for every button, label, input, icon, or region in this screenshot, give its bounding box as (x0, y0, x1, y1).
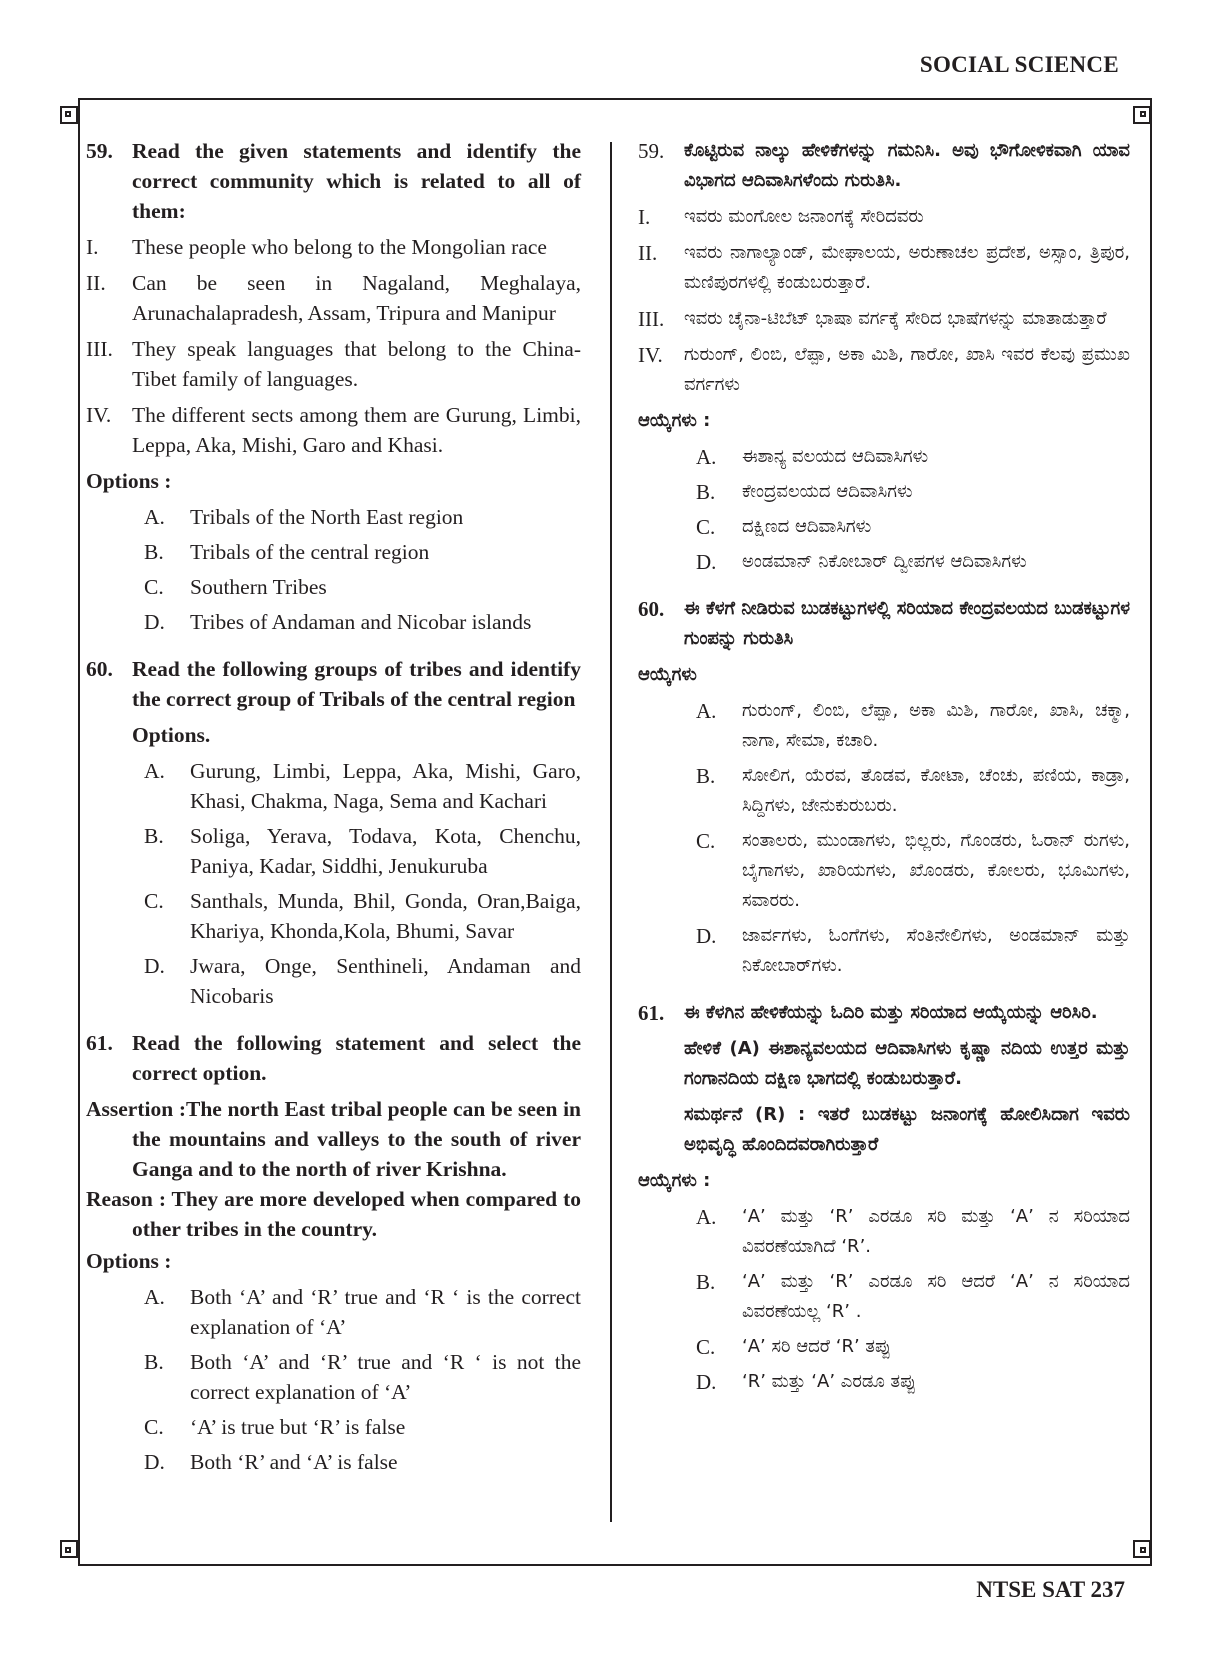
statement (638, 304, 1130, 334)
option-text: Tribals of the central region (190, 540, 430, 564)
option-c[interactable] (696, 1332, 1130, 1362)
statement (638, 238, 1130, 298)
option-letter: D. (144, 954, 165, 978)
options-list (144, 1282, 581, 1477)
option-text: ಸೋಲಿಗ, ಯೆರವ, ತೊಡವ, ಕೋಟಾ, ಚೆಂಚು, ಪಣಿಯ, ಕಾಡ್ರಾ, ಸಿದ್ದಿಗಳು, ಜೇನುಕುರುಬರು. (742, 765, 1130, 816)
question-text: ಈ ಕೆಳಗಿನ ಹೇಳಿಕೆಯನ್ನು ಓದಿರಿ ಮತ್ತು ಸರಿಯಾದ ಆಯ್ಕೆಯನ್ನು ಆರಿಸಿರಿ. (684, 1002, 1098, 1023)
option-a[interactable] (144, 502, 581, 532)
statement-text: ಇವರು ಚೈನಾ-ಟಿಬೆಟ್ ಭಾಷಾ ವರ್ಗಕ್ಕೆ ಸೇರಿದ ಭಾಷೆಗಳನ್ನು ಮಾತಾಡುತ್ತಾರೆ (684, 308, 1107, 329)
option-letter: D. (696, 1370, 717, 1394)
statement (86, 334, 581, 394)
question-number: 60. (86, 657, 113, 681)
column-divider (610, 142, 612, 1522)
question-number: 59. (638, 139, 665, 163)
options-list (696, 696, 1130, 981)
question-number: 61. (86, 1031, 113, 1055)
statement (86, 400, 581, 460)
question-number: 61. (638, 1001, 665, 1025)
assertion-text: ಹೇಳಿಕೆ (A) ಈಶಾನ್ಯವಲಯದ ಆದಿವಾಸಿಗಳು ಕೃಷ್ಣಾ ನದಿಯ ಉತ್ತರ ಮತ್ತು ಗಂಗಾನದಿಯ ದಕ್ಷಿಣ ಭಾಗದಲ್ಲಿ ಕಂಡುಬರುತ್ತಾರೆ. (684, 1038, 1130, 1089)
statement-text: Can be seen in Nagaland, Meghalaya, Arunachalapradesh, Assam, Tripura and Manipur (132, 271, 581, 325)
question-text: ಕೊಟ್ಟಿರುವ ನಾಲ್ಕು ಹೇಳಿಕೆಗಳನ್ನು ಗಮನಿಸಿ. ಅವು ಭೌಗೋಳಿಕವಾಗಿ ಯಾವ ವಿಭಾಗದ ಆದಿವಾಸಿಗಳೆಂದು ಗುರುತಿಸಿ. (684, 140, 1130, 191)
option-text: ‘A’ is true but ‘R’ is false (190, 1415, 406, 1439)
option-text: ಕೇಂದ್ರವಲಯದ ಆದಿವಾಸಿಗಳು (742, 481, 913, 502)
option-text: Both ‘A’ and ‘R’ true and ‘R ‘ is the correct explanation of ‘A’ (190, 1285, 581, 1339)
option-letter: B. (696, 1270, 716, 1294)
option-text: Santhals, Munda, Bhil, Gonda, Oran,Baiga, Khariya, Khonda,Kola, Bhumi, Savar (190, 889, 581, 943)
option-text: ಈಶಾನ್ಯ ವಲಯದ ಆದಿವಾಸಿಗಳು (742, 446, 929, 467)
reason-text: Reason : They are more developed when compared to other tribes in the country. (86, 1187, 581, 1241)
option-letter: A. (696, 1205, 717, 1229)
option-letter: C. (144, 575, 164, 599)
option-b[interactable] (696, 761, 1130, 821)
options-label: Options. (132, 723, 211, 747)
option-text: Tribals of the North East region (190, 505, 464, 529)
option-letter: B. (144, 824, 164, 848)
option-letter: A. (696, 699, 717, 723)
question-number: 60. (638, 597, 665, 621)
question-59 (86, 136, 581, 226)
options-label: ಆಯ್ಕೆಗಳು (638, 664, 697, 685)
option-d[interactable] (696, 921, 1130, 981)
option-letter: B. (696, 480, 716, 504)
frame-corner-ornament (60, 106, 78, 124)
option-letter: C. (696, 829, 716, 853)
statement-text: These people who belong to the Mongolian race (132, 235, 547, 259)
statement-number: IV. (638, 343, 663, 367)
assertion-text: Assertion :The north East tribal people can be seen in the mountains and valleys to the south of river Ganga and to the north of river Krishna. (86, 1097, 581, 1181)
statement-text: The different sects among them are Gurung, Limbi, Leppa, Aka, Mishi, Garo and Khasi. (132, 403, 581, 457)
question-text: Read the following statement and select the correct option. (132, 1031, 581, 1085)
options-list (696, 1202, 1130, 1397)
option-a[interactable] (696, 696, 1130, 756)
options-list (144, 756, 581, 1011)
question-61-kannada (638, 998, 1130, 1028)
option-text: Jwara, Onge, Senthineli, Andaman and Nicobaris (190, 954, 581, 1008)
options-label: Options : (86, 1249, 172, 1273)
option-text: Gurung, Limbi, Leppa, Aka, Mishi, Garo, Khasi, Chakma, Naga, Sema and Kachari (190, 759, 581, 813)
option-d[interactable] (696, 1367, 1130, 1397)
option-c[interactable] (144, 572, 581, 602)
option-letter: D. (144, 610, 165, 634)
statement-number: II. (638, 241, 658, 265)
statement-text: ಇವರು ನಾಗಾಲ್ಯಾಂಡ್, ಮೇಘಾಲಯ, ಅರುಣಾಚಲ ಪ್ರದೇಶ, ಅಸ್ಸಾಂ, ತ್ರಿಪುರ, ಮಣಿಪುರಗಳಲ್ಲಿ ಕಂಡುಬರುತ್ತಾರೆ. (684, 242, 1130, 293)
option-text: ದಕ್ಷಿಣದ ಆದಿವಾಸಿಗಳು (742, 516, 872, 537)
option-d[interactable] (696, 547, 1130, 577)
option-text: ಗುರುಂಗ್, ಲಿಂಬಿ, ಲೆಪ್ಪಾ, ಅಕಾ ಮಿಶಿ, ಗಾರೋ, ಖಾಸಿ, ಚಕ್ಮಾ, ನಾಗಾ, ಸೇಮಾ, ಕಚಾರಿ. (742, 700, 1130, 751)
option-text: Soliga, Yerava, Todava, Kota, Chenchu, Paniya, Kadar, Siddhi, Jenukuruba (190, 824, 581, 878)
option-b[interactable] (696, 1267, 1130, 1327)
option-text: ‘A’ ಸರಿ ಆದರೆ ‘R’ ತಪ್ಪು (742, 1336, 891, 1357)
question-number: 59. (86, 139, 113, 163)
option-letter: D. (144, 1450, 165, 1474)
option-c[interactable] (696, 512, 1130, 542)
statement (638, 340, 1130, 400)
statement-text: ಗುರುಂಗ್, ಲಿಂಬಿ, ಲೆಪ್ಪಾ, ಅಕಾ ಮಿಶಿ, ಗಾರೋ, ಖಾಸಿ ಇವರ ಕೆಲವು ಪ್ರಮುಖ ವರ್ಗಗಳು (684, 344, 1130, 395)
option-letter: A. (144, 505, 165, 529)
statement-number: I. (86, 235, 99, 259)
option-text: ಸಂತಾಲರು, ಮುಂಡಾಗಳು, ಭಿಲ್ಲರು, ಗೊಂಡರು, ಓರಾನ್ ರುಗಳು, ಬೈಗಾಗಳು, ಖಾರಿಯಗಳು, ಖೊಂಡರು, ಕೋಲರು, ಭೂಮಿಗಳು, ಸವಾರರು. (742, 830, 1130, 911)
statement (638, 202, 1130, 232)
option-d[interactable] (144, 951, 581, 1011)
question-text: Read the given statements and identify the correct community which is related to all of them: (132, 139, 581, 223)
statement-number: III. (638, 307, 665, 331)
option-letter: C. (696, 515, 716, 539)
frame-corner-ornament (60, 1540, 78, 1558)
option-text: Tribes of Andaman and Nicobar islands (190, 610, 532, 634)
option-letter: B. (696, 764, 716, 788)
option-b[interactable] (696, 477, 1130, 507)
reason-text: ಸಮರ್ಥನೆ (R) : ಇತರೆ ಬುಡಕಟ್ಟು ಜನಾಂಗಕ್ಕೆ ಹೋಲಿಸಿದಾಗ ಇವರು ಅಭಿವೃದ್ಧಿ ಹೊಂದಿದವರಾಗಿರುತ್ತಾರೆ (684, 1104, 1130, 1155)
frame-corner-ornament (1133, 106, 1151, 124)
option-text: Both ‘R’ and ‘A’ is false (190, 1450, 398, 1474)
option-text: ‘A’ ಮತ್ತು ‘R’ ಎರಡೂ ಸರಿ ಮತ್ತು ‘A’ ನ ಸರಿಯಾದ ವಿವರಣೆಯಾಗಿದೆ ‘R’. (742, 1206, 1130, 1257)
option-letter: C. (144, 889, 164, 913)
option-text: ‘R’ ಮತ್ತು ‘A’ ಎರಡೂ ತಪ್ಪು (742, 1371, 917, 1392)
option-letter: B. (144, 1350, 164, 1374)
option-a[interactable] (144, 1282, 581, 1342)
option-text: Both ‘A’ and ‘R’ true and ‘R ‘ is not the correct explanation of ‘A’ (190, 1350, 581, 1404)
option-letter: A. (696, 445, 717, 469)
option-text: ಅಂಡಮಾನ್ ನಿಕೋಬಾರ್ ದ್ವೀಪಗಳ ಆದಿವಾಸಿಗಳು (742, 551, 1027, 572)
option-d[interactable] (144, 607, 581, 637)
option-a[interactable] (696, 1202, 1130, 1262)
option-text: ‘A’ ಮತ್ತು ‘R’ ಎರಡೂ ಸರಿ ಆದರೆ ‘A’ ನ ಸರಿಯಾದ ವಿವರಣೆಯಲ್ಲ ‘R’ . (742, 1271, 1130, 1322)
option-letter: C. (144, 1415, 164, 1439)
options-list (144, 502, 581, 637)
options-label: ಆಯ್ಕೆಗಳು : (638, 410, 711, 431)
options-list (696, 442, 1130, 577)
options-label: Options : (86, 469, 172, 493)
statement-number: I. (638, 205, 651, 229)
question-59-kannada (638, 136, 1130, 196)
option-b[interactable] (144, 821, 581, 881)
option-d[interactable] (144, 1447, 581, 1477)
option-a[interactable] (144, 756, 581, 816)
option-c[interactable] (144, 886, 581, 946)
option-letter: A. (144, 1285, 165, 1309)
statement-number: II. (86, 271, 106, 295)
option-letter: D. (696, 924, 717, 948)
question-text: Read the following groups of tribes and identify the correct group of Tribals of the central region (132, 657, 581, 711)
english-column (86, 136, 581, 1482)
kannada-column (638, 136, 1130, 1402)
question-60 (86, 654, 581, 714)
options-label: ಆಯ್ಕೆಗಳು : (638, 1170, 711, 1191)
option-c[interactable] (696, 826, 1130, 916)
statement (86, 232, 581, 262)
page-footer: NTSE SAT 237 (976, 1577, 1125, 1602)
option-letter: D. (696, 550, 717, 574)
option-a[interactable] (696, 442, 1130, 472)
option-letter: C. (696, 1335, 716, 1359)
statement-text: ಇವರು ಮಂಗೋಲ ಜನಾಂಗಕ್ಕೆ ಸೇರಿದವರು (684, 206, 924, 227)
statement-text: They speak languages that belong to the China-Tibet family of languages. (132, 337, 581, 391)
subject-header: SOCIAL SCIENCE (919, 52, 1119, 77)
option-letter: A. (144, 759, 165, 783)
option-text: ಜಾರ್ವಗಳು, ಓಂಗೆಗಳು, ಸೆಂತಿನೇಲಿಗಳು, ಅಂಡಮಾನ್ ಮತ್ತು ನಿಕೋಬಾರ್‌ಗಳು. (742, 925, 1130, 976)
frame-corner-ornament (1133, 1540, 1151, 1558)
statement-number: IV. (86, 403, 112, 427)
question-61 (86, 1028, 581, 1088)
option-c[interactable] (144, 1412, 581, 1442)
statement (86, 268, 581, 328)
question-text: ಈ ಕೆಳಗೆ ನೀಡಿರುವ ಬುಡಕಟ್ಟುಗಳಲ್ಲಿ ಸರಿಯಾದ ಕೇಂದ್ರವಲಯದ ಬುಡಕಟ್ಟುಗಳ ಗುಂಪನ್ನು ಗುರುತಿಸಿ (684, 598, 1130, 649)
statement-number: III. (86, 337, 113, 361)
option-b[interactable] (144, 1347, 581, 1407)
option-letter: B. (144, 540, 164, 564)
option-text: Southern Tribes (190, 575, 327, 599)
option-b[interactable] (144, 537, 581, 567)
question-60-kannada (638, 594, 1130, 654)
